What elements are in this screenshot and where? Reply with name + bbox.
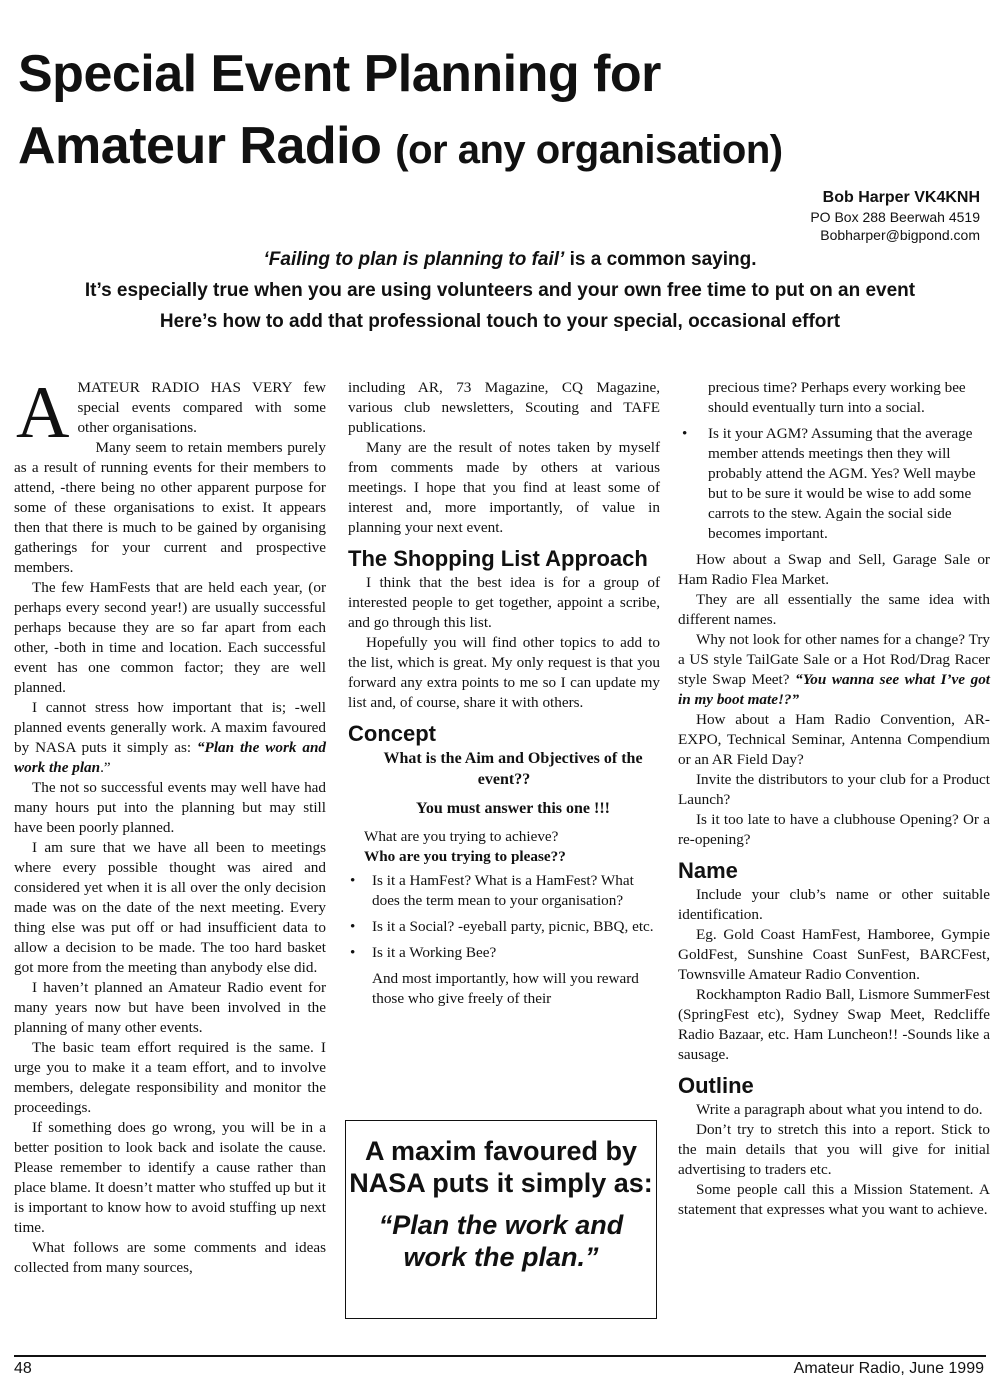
paragraph: How about a Ham Radio Convention, AR-EXPO, Technical Seminar, Antenna Compendium or an AR Field Day? [678, 711, 990, 768]
paragraph: Invite the distributors to your club for a Product Launch? [678, 771, 990, 808]
paragraph: The few HamFests that are held each year, (or perhaps every second year!) are usually successful perhaps because they are so far apart from each other, -both in time and location. Each successful event has one common factor; they are well planned. [14, 579, 326, 696]
paragraph: How about a Swap and Sell, Garage Sale or Ham Radio Flea Market. [678, 551, 990, 588]
intro-quote: ‘Failing to plan is planning to fail’ [263, 249, 565, 270]
intro-quote-tail: is a common saying. [564, 249, 757, 270]
paragraph: Is it too late to have a clubhouse Opening? Or a re-opening? [678, 811, 990, 848]
heading-concept: Concept [348, 721, 436, 746]
paragraph: If something does go wrong, you will be in a better position to look back and isolate the cause. Please remember to identify a cause rather than place blame. It doesn’t matter who stuffed up but it is important to know how to avoid stuffing up next time. [14, 1119, 326, 1236]
paragraph: Eg. Gold Coast HamFest, Hamboree, Gympie GoldFest, Sunshine Coast SunFest, BARCFest, Townsville Amateur Radio Convention. [678, 926, 990, 983]
paragraph: Rockhampton Radio Ball, Lismore SummerFest (SpringFest etc), Sydney Swap Meet, Redcliffe Radio Bazaar, etc. Ham Luncheon!! -Sounds like a sausage. [678, 986, 990, 1063]
paragraph: I am sure that we have all been to meetings where every possible thought was aired and considered yet when it is all over the only decision made was on the date of the next meeting. Every thing else was put off or had insufficient data to allow a decision to be made. The too hard basket got more from the meeting than anybody else did. [14, 839, 326, 976]
intro-line-3: Here’s how to add that professional touch to your special, occasional effort [159, 311, 841, 332]
pull-quote-box [345, 1120, 657, 1319]
publication-info: Amateur Radio, June 1999 [793, 1360, 984, 1377]
concept-question: What is the Aim and Objectives of the event?? [383, 750, 643, 788]
pull-quote-body: “Plan the work and work the plan.” [378, 1210, 624, 1272]
paragraph: Many seem to retain members purely as a result of running events for their members to attend, -there being no other apparent purpose for some of these organisations to exist. It appears then that there is much to be gained by organising gatherings for your current and prospective members. [14, 439, 326, 576]
article-title [18, 38, 988, 186]
list-item: • Is it a Working Bee? [350, 944, 497, 961]
author-block [810, 188, 980, 244]
agm-bullet-list [678, 424, 990, 544]
paragraph: I haven’t planned an Amateur Radio event for many years now but have been involved in the planning of many other events. [14, 979, 326, 1036]
paragraph: I think that the best idea is for a group of interested people to get together, appoint a scribe, and go through this list. [348, 574, 660, 631]
column-2 [348, 378, 660, 1009]
list-item: • Is it your AGM? Assuming that the average member attends meetings then they will probably attend the AGM. Yes? Well maybe but to be sure it would be wise to add some carrots to the stew. Again the social side becomes important. [682, 425, 976, 542]
opening-paragraph: AMATEUR RADIO HAS VERY few special events compared with some other organisations. [16, 372, 326, 454]
paragraph: Don’t try to stretch this into a report. Stick to the main details that you will give for initial advertising to traders etc. [678, 1121, 990, 1178]
must-answer-note: You must answer this one !!! [416, 800, 610, 817]
column-3 [678, 378, 990, 1220]
paragraph: I cannot stress how important that is; -well planned events generally work. A maxim favoured by NASA puts it simply as: “Plan the work and work the plan.” [14, 699, 326, 776]
column-1 [14, 372, 326, 1278]
boot-quote: “You wanna see what I’ve got in my boot mate!?” [678, 671, 991, 708]
title-line-1: Special Event Planning for [18, 45, 661, 103]
bullet-icon: • [350, 918, 356, 935]
paragraph: They are all essentially the same idea with different names. [678, 591, 990, 628]
heading-outline: Outline [678, 1073, 754, 1098]
title-subtitle: (or any organisation) [395, 128, 783, 172]
list-item: • Is it a Social? -eyeball party, picnic, BBQ, etc. [350, 918, 654, 935]
author-address: PO Box 288 Beerwah 4519 [810, 209, 980, 225]
paragraph: including AR, 73 Magazine, CQ Magazine, various club newsletters, Scouting and TAFE publications. [348, 379, 660, 436]
intro-line-2: It’s especially true when you are using volunteers and your own free time to put on an event [84, 280, 916, 301]
paragraph: And most importantly, how will you reward those who give freely of their [372, 970, 639, 1007]
paragraph: Why not look for other names for a change? Try a US style TailGate Sale or a Hot Rod/Drag Racer style Swap Meet? “You wanna see what I’ve got in my boot mate!?” [678, 631, 991, 708]
author-email: Bobharper@bigpond.com [820, 227, 980, 243]
question-please: Who are you trying to please?? [364, 848, 566, 865]
question-achieve: What are you trying to achieve? [364, 828, 559, 845]
heading-name: Name [678, 858, 738, 883]
heading-shopping-list: The Shopping List Approach [348, 546, 648, 571]
bullet-icon: • [682, 425, 688, 442]
title-line-2: Amateur Radio [18, 117, 382, 175]
bullet-icon: • [350, 944, 356, 961]
paragraph: Some people call this a Mission Statement. A statement that expresses what you want to achieve. [678, 1181, 990, 1218]
paragraph: Include your club’s name or other suitable identification. [678, 886, 990, 923]
paragraph: The not so successful events may well have had many hours put into the planning but may still have been poorly planned. [14, 779, 326, 836]
page-number: 48 [14, 1360, 32, 1377]
paragraph: Many are the result of notes taken by myself from comments made by others at various meetings. I hope that you find at least some of interest and, more importantly, of value in planning your next event. [348, 439, 660, 536]
nasa-maxim-inline: “Plan the work and work the plan [14, 739, 326, 776]
intro-standfirst [0, 244, 1000, 337]
paragraph: Write a paragraph about what you intend to do. [696, 1101, 983, 1118]
pull-quote-heading: A maxim favoured by NASA puts it simply as: [349, 1136, 653, 1198]
concept-bullet-list [348, 871, 660, 963]
paragraph: What follows are some comments and ideas collected from many sources, [14, 1239, 326, 1276]
paragraph: The basic team effort required is the same. I urge you to make it a team effort, and to involve members, delegate responsibility and monitor the proceedings. [14, 1039, 326, 1116]
list-item: • Is it a HamFest? What is a HamFest? What does the term mean to your organisation? [350, 872, 634, 909]
drop-cap: A [16, 372, 70, 454]
author-name: Bob Harper VK4KNH [822, 189, 980, 206]
footer-rule [14, 1355, 986, 1357]
paragraph: precious time? Perhaps every working bee should eventually turn into a social. [708, 379, 966, 416]
paragraph: Hopefully you will find other topics to add to the list, which is great. My only request is that you forward any extra points to me so I can update my list and, of course, share it with others. [348, 634, 660, 711]
bullet-icon: • [350, 872, 356, 889]
